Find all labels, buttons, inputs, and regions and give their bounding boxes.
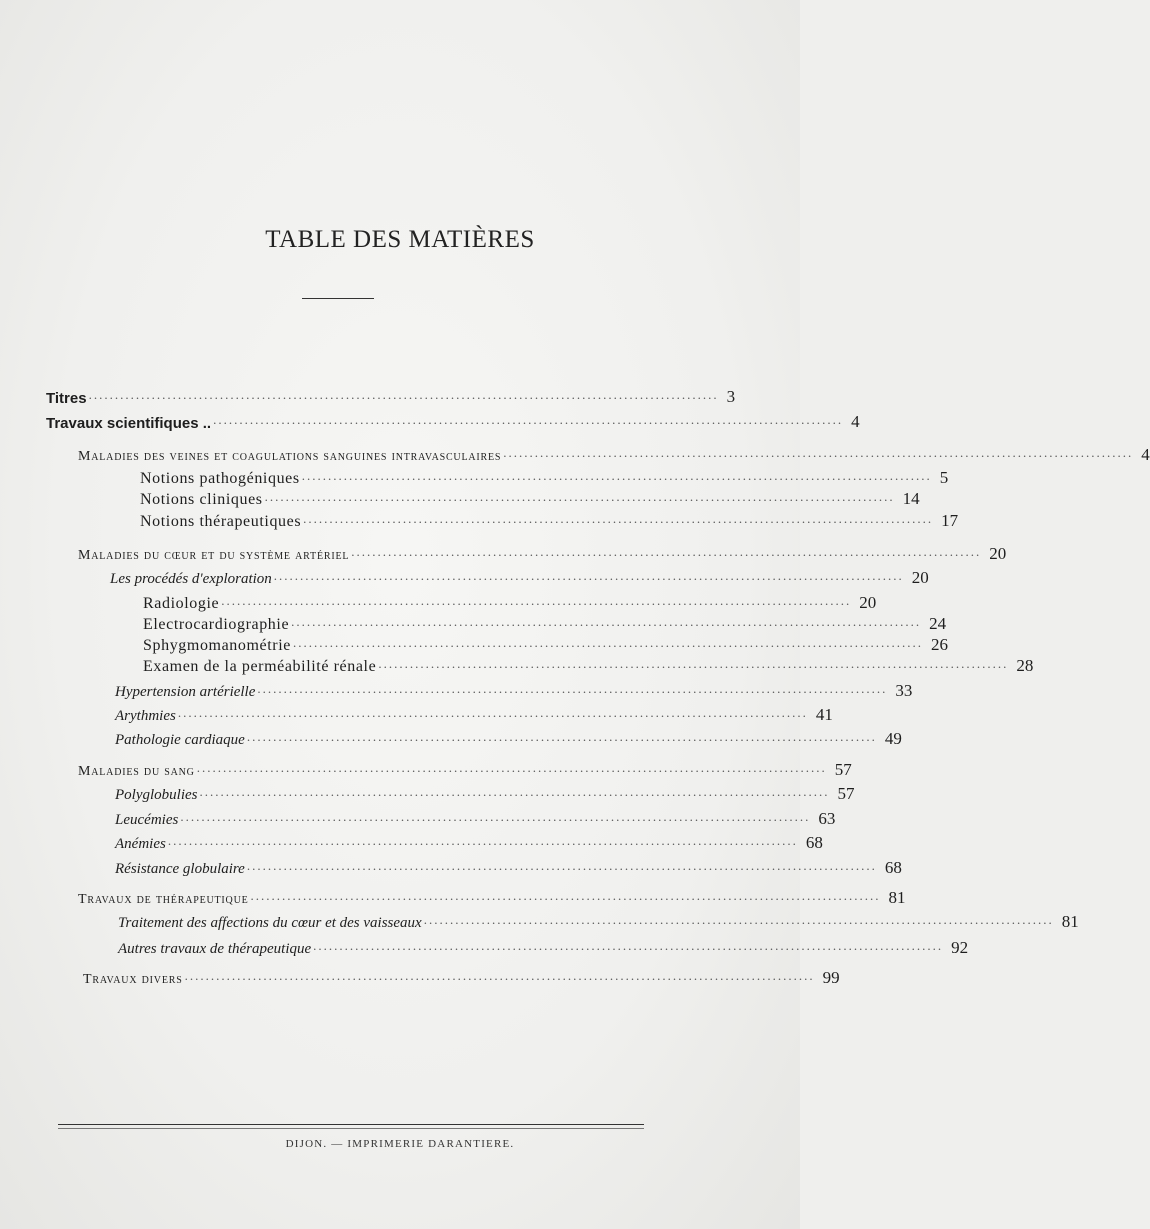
dot-leader: ........................................................................................................................ — [246, 729, 877, 744]
toc-entry — [0, 964, 840, 988]
toc-entry-page-number: 99 — [822, 968, 840, 987]
toc-entry — [0, 756, 852, 780]
toc-entry-page-number: 5 — [939, 468, 949, 487]
footer-rule-thin — [58, 1128, 644, 1129]
dot-leader: ........................................................................................................................ — [303, 511, 934, 526]
toc-entry-label: Arythmies — [115, 708, 176, 724]
toc-entry — [0, 507, 959, 531]
toc-entry-page-number: 24 — [929, 614, 947, 633]
toc-entry-page-number: 20 — [989, 544, 1007, 563]
toc-entry — [0, 805, 836, 829]
toc-entry-page-number: 63 — [818, 809, 836, 828]
page-title: TABLE DES MATIÈRES — [265, 226, 535, 253]
toc-entry-label: Titres — [46, 390, 87, 407]
toc-entry — [0, 829, 823, 853]
toc-entry-label: Examen de la perméabilité rénale — [143, 658, 377, 675]
toc-entry-label: Autres travaux de thérapeutique — [118, 941, 312, 957]
toc-entry — [0, 725, 902, 749]
toc-entry — [0, 383, 736, 407]
toc-entry-label: Pathologie cardiaque — [115, 732, 245, 748]
toc-entry-label: Maladies du cœur et du système artériel — [78, 548, 350, 563]
dot-leader: ........................................................................................................................ — [177, 705, 808, 720]
dot-leader: ........................................................................................................................ — [246, 858, 877, 873]
dot-leader: ........................................................................................................................ — [196, 760, 827, 775]
toc-entry-label: Electrocardiographie — [143, 616, 290, 633]
toc-entry-page-number: 49 — [884, 729, 902, 748]
toc-entry-page-number: 17 — [941, 511, 959, 530]
toc-entry — [0, 677, 913, 701]
dot-leader: ........................................................................................................................ — [184, 968, 815, 983]
toc-entry — [0, 485, 920, 509]
toc-entry-label: Maladies des veines et coagulations sanguines intravasculaires — [78, 449, 502, 464]
dot-leader: ........................................................................................................................ — [423, 912, 1054, 927]
dot-leader: ........................................................................................................................ — [257, 681, 888, 696]
printer-imprint: DIJON. — IMPRIMERIE DARANTIERE. — [285, 1138, 515, 1150]
toc-entry — [0, 780, 855, 804]
dot-leader: ........................................................................................................................ — [378, 656, 1009, 671]
toc-entry-label: Anémies — [115, 836, 166, 852]
toc-entry-page-number: 57 — [834, 760, 852, 779]
dot-leader: ........................................................................................................................ — [313, 938, 944, 953]
toc-entry-page-number: 4 — [1141, 445, 1150, 464]
toc-entry-page-number: 3 — [726, 387, 736, 406]
toc-entry-label: Notions pathogéniques — [140, 470, 300, 487]
toc-entry — [0, 934, 969, 958]
toc-entry-page-number: 57 — [837, 784, 855, 803]
toc-entry — [0, 884, 906, 908]
toc-entry-page-number: 68 — [884, 858, 902, 877]
dot-leader: ........................................................................................................................ — [180, 809, 811, 824]
toc-entry-label: Les procédés d'exploration — [110, 571, 272, 587]
toc-entry-label: Leucémies — [115, 812, 179, 828]
toc-entry-page-number: 14 — [902, 489, 920, 508]
dot-leader: ........................................................................................................................ — [221, 593, 852, 608]
toc-entry-page-number: 20 — [859, 593, 877, 612]
dot-leader: ........................................................................................................................ — [88, 387, 719, 402]
toc-entry-label: Radiologie — [143, 595, 220, 612]
toc-entry-label: Traitement des affections du cœur et des vaisseaux — [118, 915, 422, 931]
toc-entry-label: Travaux scientifiques .. — [46, 415, 212, 432]
toc-entry-page-number: 68 — [805, 833, 823, 852]
toc-entry-label: Résistance globulaire — [115, 861, 245, 877]
dot-leader: ........................................................................................................................ — [301, 468, 932, 483]
toc-entry-label: Polyglobulies — [115, 787, 198, 803]
toc-entry-label: Notions thérapeutiques — [140, 513, 302, 530]
dot-leader: ........................................................................................................................ — [250, 888, 881, 903]
toc-entry — [0, 908, 1079, 932]
toc-entry-label: Sphygmomanométrie — [143, 637, 291, 654]
toc-entry — [0, 854, 902, 878]
dot-leader: ........................................................................................................................ — [264, 489, 895, 504]
toc-entry-label: Notions cliniques — [140, 491, 263, 508]
dot-leader: ........................................................................................................................ — [199, 784, 830, 799]
toc-entry — [0, 652, 1034, 676]
dot-leader: ........................................................................................................................ — [351, 544, 982, 559]
toc-entry-label: Maladies du sang — [78, 764, 195, 779]
toc-entry-page-number: 26 — [930, 635, 948, 654]
footer-rule — [58, 1124, 644, 1125]
dot-leader: ........................................................................................................................ — [291, 614, 922, 629]
toc-entry — [0, 441, 1150, 465]
toc-entry-page-number: 4 — [851, 412, 860, 431]
toc-entry-label: Hypertension artérielle — [115, 684, 256, 700]
toc-entry-label: Travaux divers — [83, 972, 183, 987]
dot-leader: ........................................................................................................................ — [213, 412, 844, 427]
toc-entry — [0, 564, 929, 588]
toc-entry-page-number: 41 — [815, 705, 833, 724]
toc-entry-page-number: 28 — [1016, 656, 1034, 675]
dot-leader: ........................................................................................................................ — [167, 833, 798, 848]
toc-entry-label: Travaux de thérapeutique — [78, 892, 249, 907]
toc-entry-page-number: 20 — [911, 568, 929, 587]
dot-leader: ........................................................................................................................ — [273, 568, 904, 583]
toc-entry — [0, 540, 1007, 564]
toc-entry-page-number: 92 — [951, 938, 969, 957]
toc-entry-page-number: 81 — [1061, 912, 1079, 931]
dot-leader: ........................................................................................................................ — [503, 445, 1134, 460]
dot-leader: ........................................................................................................................ — [292, 635, 923, 650]
toc-entry — [0, 701, 833, 725]
toc-entry-page-number: 33 — [895, 681, 913, 700]
toc-entry-page-number: 81 — [888, 888, 906, 907]
toc-entry — [0, 408, 860, 432]
